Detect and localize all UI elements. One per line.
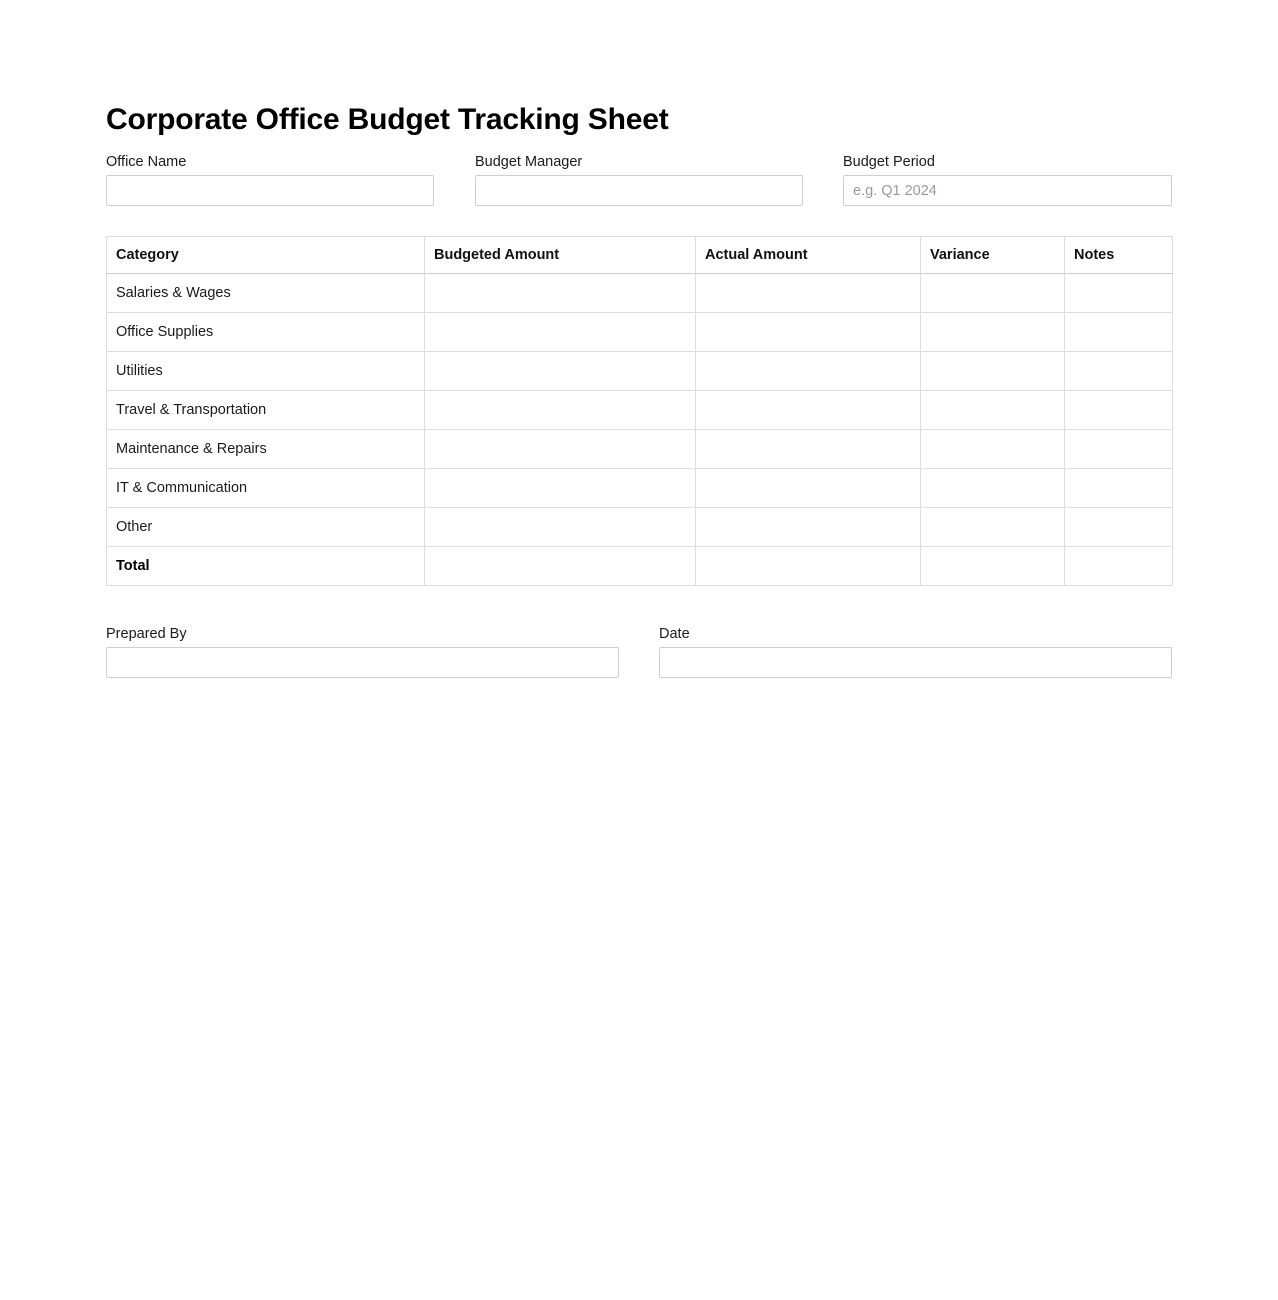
variance-cell[interactable]: [921, 274, 1065, 313]
notes-input[interactable]: [1065, 392, 1172, 428]
date-label: Date: [659, 626, 690, 642]
total-row-label: Total: [107, 547, 425, 586]
variance-cell[interactable]: [921, 508, 1065, 547]
column-header-variance: Variance: [921, 237, 1065, 274]
column-header-budgeted: Budgeted Amount: [425, 237, 696, 274]
actual-input[interactable]: [696, 548, 920, 584]
actual-input[interactable]: [696, 314, 920, 350]
budget-period-input[interactable]: [843, 175, 1172, 206]
sheet-content: [106, 103, 1172, 642]
category-cell: Office Supplies: [107, 313, 425, 352]
actual-input[interactable]: [696, 392, 920, 428]
notes-cell[interactable]: [1065, 313, 1173, 352]
variance-input[interactable]: [921, 548, 1064, 584]
budgeted-cell[interactable]: [425, 313, 696, 352]
notes-input[interactable]: [1065, 548, 1172, 584]
budgeted-input[interactable]: [425, 392, 695, 428]
budget-manager-input[interactable]: [475, 175, 803, 206]
notes-cell[interactable]: [1065, 469, 1173, 508]
notes-cell[interactable]: [1065, 430, 1173, 469]
actual-input[interactable]: [696, 275, 920, 311]
table-header-row: [107, 237, 1173, 274]
budgeted-cell[interactable]: [425, 430, 696, 469]
category-cell: IT & Communication: [107, 469, 425, 508]
variance-input[interactable]: [921, 392, 1064, 428]
category-cell: Other: [107, 508, 425, 547]
budgeted-input[interactable]: [425, 548, 695, 584]
header-fields-row: [106, 154, 1172, 212]
prepared-by-field-group: [106, 626, 619, 678]
variance-input[interactable]: [921, 509, 1064, 545]
budget-table: [106, 236, 1173, 586]
actual-cell[interactable]: [696, 352, 921, 391]
variance-input[interactable]: [921, 275, 1064, 311]
notes-cell[interactable]: [1065, 274, 1173, 313]
notes-input[interactable]: [1065, 314, 1172, 350]
category-cell: Salaries & Wages: [107, 274, 425, 313]
variance-cell[interactable]: [921, 547, 1065, 586]
budgeted-input[interactable]: [425, 275, 695, 311]
footer-fields-row: [106, 626, 1172, 684]
notes-input[interactable]: [1065, 431, 1172, 467]
budget-manager-field-group: [475, 154, 803, 206]
page-title: Corporate Office Budget Tracking Sheet: [106, 103, 669, 136]
table-row: [107, 430, 1173, 469]
budget-table-head: [107, 237, 1173, 274]
variance-input[interactable]: [921, 470, 1064, 506]
variance-cell[interactable]: [921, 391, 1065, 430]
date-field-group: [659, 626, 1172, 678]
actual-cell[interactable]: [696, 274, 921, 313]
column-header-category: Category: [107, 237, 425, 274]
variance-input[interactable]: [921, 314, 1064, 350]
office-name-input[interactable]: [106, 175, 434, 206]
actual-input[interactable]: [696, 431, 920, 467]
actual-input[interactable]: [696, 470, 920, 506]
variance-input[interactable]: [921, 431, 1064, 467]
notes-input[interactable]: [1065, 275, 1172, 311]
actual-cell[interactable]: [696, 469, 921, 508]
column-header-actual: Actual Amount: [696, 237, 921, 274]
budget-period-label: Budget Period: [843, 154, 935, 170]
table-row: [107, 508, 1173, 547]
notes-cell[interactable]: [1065, 352, 1173, 391]
budget-manager-label: Budget Manager: [475, 154, 583, 170]
actual-cell[interactable]: [696, 430, 921, 469]
actual-cell[interactable]: [696, 508, 921, 547]
actual-input[interactable]: [696, 353, 920, 389]
budgeted-cell[interactable]: [425, 352, 696, 391]
table-row: [107, 469, 1173, 508]
budgeted-input[interactable]: [425, 431, 695, 467]
actual-cell[interactable]: [696, 313, 921, 352]
office-name-label: Office Name: [106, 154, 187, 170]
prepared-by-input[interactable]: [106, 647, 619, 678]
notes-input[interactable]: [1065, 470, 1172, 506]
budget-period-field-group: [843, 154, 1172, 206]
budgeted-cell[interactable]: [425, 391, 696, 430]
table-row: [107, 313, 1173, 352]
table-row: [107, 274, 1173, 313]
variance-cell[interactable]: [921, 430, 1065, 469]
notes-cell[interactable]: [1065, 547, 1173, 586]
prepared-by-label: Prepared By: [106, 626, 187, 642]
notes-input[interactable]: [1065, 353, 1172, 389]
variance-input[interactable]: [921, 353, 1064, 389]
category-cell: Maintenance & Repairs: [107, 430, 425, 469]
budgeted-cell[interactable]: [425, 547, 696, 586]
budgeted-input[interactable]: [425, 470, 695, 506]
budget-table-body: [107, 274, 1173, 586]
office-name-field-group: [106, 154, 434, 206]
category-cell: Utilities: [107, 352, 425, 391]
notes-cell[interactable]: [1065, 508, 1173, 547]
variance-cell[interactable]: [921, 469, 1065, 508]
notes-input[interactable]: [1065, 509, 1172, 545]
budgeted-input[interactable]: [425, 509, 695, 545]
notes-cell[interactable]: [1065, 391, 1173, 430]
date-input[interactable]: [659, 647, 1172, 678]
table-row: [107, 391, 1173, 430]
budgeted-input[interactable]: [425, 314, 695, 350]
table-row: [107, 352, 1173, 391]
actual-input[interactable]: [696, 509, 920, 545]
column-header-notes: Notes: [1065, 237, 1173, 274]
actual-cell[interactable]: [696, 547, 921, 586]
variance-cell[interactable]: [921, 313, 1065, 352]
variance-cell[interactable]: [921, 352, 1065, 391]
table-row: [107, 547, 1173, 586]
budgeted-cell[interactable]: [425, 469, 696, 508]
budgeted-cell[interactable]: [425, 508, 696, 547]
actual-cell[interactable]: [696, 391, 921, 430]
budgeted-input[interactable]: [425, 353, 695, 389]
budgeted-cell[interactable]: [425, 274, 696, 313]
category-cell: Travel & Transportation: [107, 391, 425, 430]
